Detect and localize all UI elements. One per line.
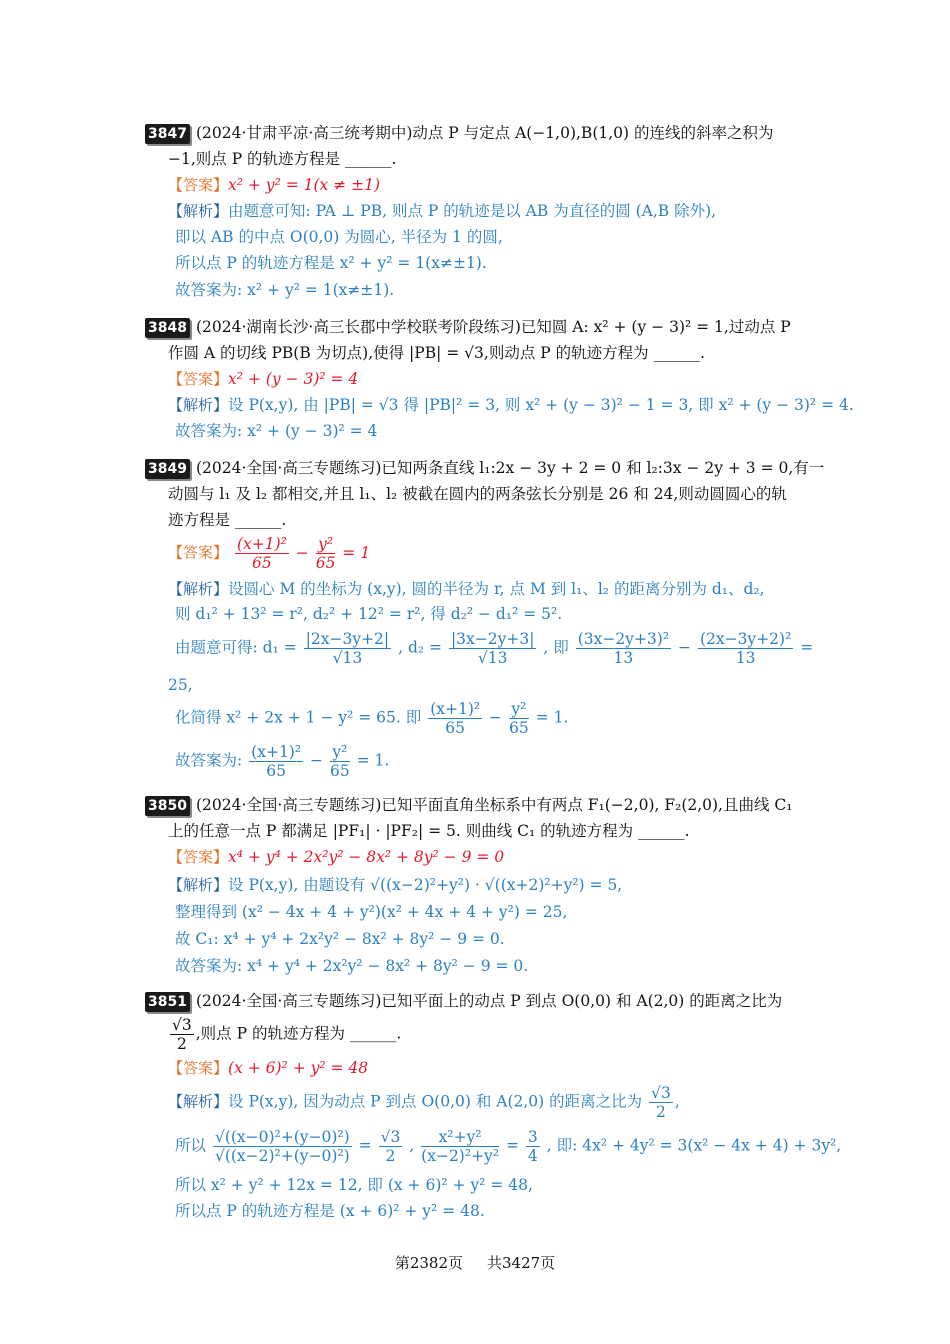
solution-line: 所以点 P 的轨迹方程是 (x + 6)² + y² = 48. [175,1202,485,1220]
solution-line: 故答案为: x² + (y − 3)² = 4 [175,422,378,440]
solution-line: 【解析】设圆心 M 的坐标为 (x,y), 圆的半径为 r, 点 M 到 l₁、l₂ 的距离分别为 d₁、d₂, [168,580,765,598]
solution-line: 故 C₁: x⁴ + y⁴ + 2x²y² − 8x² + 8y² − 9 = 0. [175,930,505,948]
problem-stem-line: 3850 (2024·全国·高三专题练习)已知平面直角坐标系中有两点 F₁(−2,0), F₂(2,0),且曲线 C₁ [145,794,793,816]
answer-text: (x + 6)² + y² = 48 [228,1059,369,1077]
solution-line: 【解析】设 P(x,y), 由题设有 √((x−2)²+y²) · √((x+2)²+y²) = 5, [168,876,623,894]
page-total: 共3427页 [487,1254,556,1272]
problem-number: 3850 [145,796,190,816]
answer-text: x² + y² = 1(x ≠ ±1) [228,176,381,194]
solution-line: 整理得到 (x² − 4x + 4 + y²)(x² + 4x + 4 + y²) = 25, [175,903,568,921]
answer-fraction: $\frac{\text{(x+1)²}}{65}$ [236,535,287,572]
answer-label: 【答案】 [168,370,229,388]
problem-stem-line: 3849 (2024·全国·高三专题练习)已知两条直线 l₁:2x − 3y + 2 = 0 和 l₂:3x − 2y + 3 = 0,有一 [145,457,824,479]
solution-line: 化简得 x² + 2x + 1 − y² = 65. 即 $\frac{\text{(x+1)²}}{65}$ − $\frac{\text{y²}}{65}$ = 1. [175,700,569,737]
problem-number: 3851 [145,992,190,1012]
solution-label: 【解析】 [168,202,229,220]
answer-line [168,1057,368,1079]
solution-line: 即以 AB 的中点 O(0,0) 为圆心, 半径为 1 的圆, [175,228,503,246]
answer-label: 【答案】 [168,543,229,562]
solution-line: 所以 $\frac{\text{√((x−0)²+(y−0)²)}}{\text{√((x−2)²+(y−0)²)}}$ = $\frac{√3}{2}$ , $\frac{\text{x²+y²}}{\text{(x−2)²+y²}}$ = $\frac{3}{4}$ , 即: 4x² + 4y² = 3(x² − 4x + 4) + 3y², [175,1128,842,1165]
solution-label: 【解析】 [168,580,229,598]
answer-fraction: $\frac{\text{y²}}{65}$ [315,535,336,572]
answer-label: 【答案】 [168,176,229,194]
solution-line: 【解析】由题意可知: PA ⊥ PB, 则点 P 的轨迹是以 AB 为直径的圆 (A,B 除外), [168,202,717,220]
problem-stem-line: 上的任意一点 P 都满足 |PF₁| · |PF₂| = 5. 则曲线 C₁ 的轨迹方程为 ______. [168,822,690,840]
solution-label: 【解析】 [168,1092,229,1111]
solution-line: 所以点 P 的轨迹方程是 x² + y² = 1(x≠±1). [175,254,487,272]
solution-line: 由题意可得: d₁ = $\frac{|2x-3y+2|}{√13}$ , d₂ = $\frac{|3x-2y+3|}{√13}$ , 即 $\frac{\text{(3x−2y+3)²}}{13}$ − $\frac{\text{(2x−3y+2)²}}{13}$ = [175,630,814,667]
solution-label: 【解析】 [168,396,229,414]
problem-stem-line: 迹方程是 ______. [168,511,287,529]
answer-line: 【答案】 $\frac{\text{(x+1)²}}{65}$ − $\frac{\text{y²}}{65}$ = 1 [168,535,371,572]
solution-label: 【解析】 [168,876,229,894]
solution-line: 故答案为: x⁴ + y⁴ + 2x²y² − 8x² + 8y² − 9 = 0. [175,957,529,975]
problem-stem-line: 3848 (2024·湖南长沙·高三长郡中学校联考阶段练习)已知圆 A: x² + (y − 3)² = 1,过动点 P [145,316,791,338]
problem-stem-line: 3847 (2024·甘肃平凉·高三统考期中)动点 P 与定点 A(−1,0),B(1,0) 的连线的斜率之积为 [145,122,774,144]
solution-line: 故答案为: x² + y² = 1(x≠±1). [175,281,395,299]
problem-stem-line: 3851 (2024·全国·高三专题练习)已知平面上的动点 P 到点 O(0,0) 和 A(2,0) 的距离之比为 [145,990,782,1012]
solution-line: 故答案为: $\frac{\text{(x+1)²}}{65}$ − $\frac{\text{y²}}{65}$ = 1. [175,743,390,780]
answer-label: 【答案】 [168,1059,229,1077]
answer-line [168,174,380,196]
problem-number: 3848 [145,318,190,338]
solution-line: 所以 x² + y² + 12x = 12, 即 (x + 6)² + y² = 48, [175,1176,533,1194]
problem-stem-line: −1,则点 P 的轨迹方程是 ______. [168,150,397,168]
problem-stem-line: 动圆与 l₁ 及 l₂ 都相交,并且 l₁、l₂ 被截在圆内的两条弦长分别是 26 和 24,则动圆圆心的轨 [168,485,787,503]
answer-line [168,846,504,868]
problem-stem-line: 作圆 A 的切线 PB(B 为切点),使得 |PB| = √3,则动点 P 的轨迹方程为 ______. [168,344,705,362]
problem-number: 3849 [145,459,190,479]
page-footer [0,1252,950,1273]
page-number: 第2382页 [394,1254,463,1272]
answer-line [168,368,358,390]
problem-stem-line: $\frac{√3}{2}$ ,则点 P 的轨迹方程为 ______. [172,1016,402,1053]
answer-text: x⁴ + y⁴ + 2x²y² − 8x² + 8y² − 9 = 0 [228,848,505,866]
answer-text: x² + (y − 3)² = 4 [228,370,359,388]
solution-line: 则 d₁² + 13² = r², d₂² + 12² = r², 得 d₂² − d₁² = 5². [175,605,563,623]
solution-line: 25, [168,676,193,694]
solution-line: 【解析】设 P(x,y), 因为动点 P 到点 O(0,0) 和 A(2,0) 的距离之比为 $\frac{√3}{2}$ , [168,1084,680,1121]
problem-number: 3847 [145,124,190,144]
answer-label: 【答案】 [168,848,229,866]
solution-line: 【解析】设 P(x,y), 由 |PB| = √3 得 |PB|² = 3, 则 x² + (y − 3)² − 1 = 3, 即 x² + (y − 3)² = 4. [168,396,854,414]
